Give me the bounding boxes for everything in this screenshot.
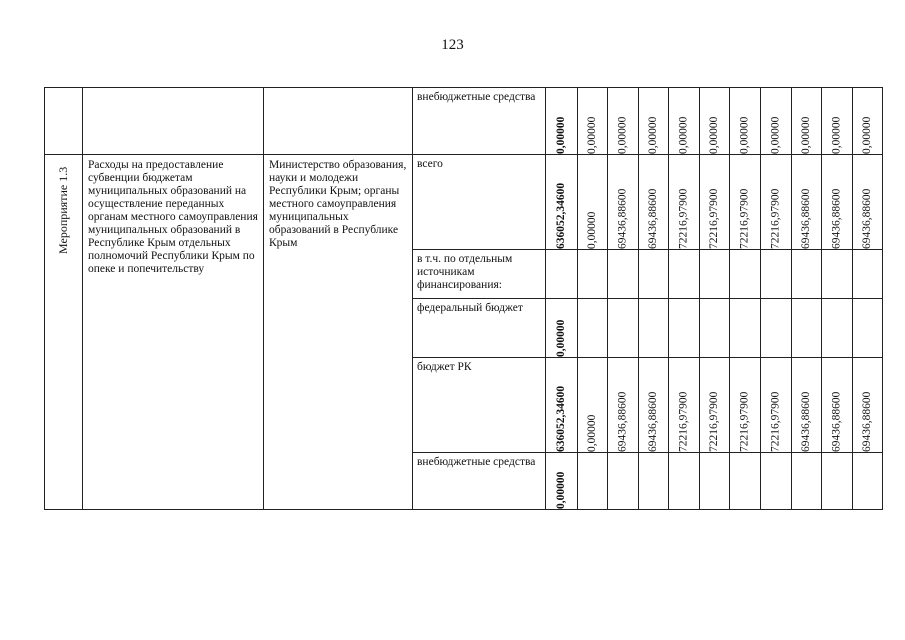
executor-text: Министерство образования, науки и молодежи Республики Крым; органы местного самоуправления муниципальных образований в Республике Крым [269,159,407,249]
year-value-cell [608,250,639,299]
year-value-cell [700,453,730,510]
year-value-cell [608,88,639,155]
year-value-cell [761,155,792,250]
year-value [792,250,821,298]
year-value-cell [669,299,700,358]
measure-cell-top [45,88,83,155]
year-value-cell [853,358,883,453]
year-value [700,299,729,357]
year-value-cell [700,358,730,453]
year-value: 69436,88600 [861,391,873,452]
source-label: в т.ч. по отдельным источникам финансирования: [417,253,513,291]
year-value [730,453,760,509]
year-value-cell [578,155,608,250]
total-value-cell [546,250,578,299]
year-value [761,299,791,357]
year-value [792,453,821,509]
year-value-cell [608,453,639,510]
year-value [578,453,607,509]
total-value-cell [546,155,578,250]
year-value-cell [700,299,730,358]
year-value-cell [639,250,669,299]
source-label: внебюджетные средства [417,456,536,468]
year-value-cell [853,88,883,155]
source-cell [413,299,546,358]
year-value-cell [578,88,608,155]
year-value: 69436,88600 [830,188,843,249]
source-label: федеральный бюджет [417,302,523,314]
year-value [639,299,668,357]
year-value-cell [700,155,730,250]
year-value-cell [822,358,853,453]
year-value-cell [822,155,853,250]
budget-table [44,87,883,510]
year-value-cell [853,155,883,250]
year-value: 72216,97900 [738,188,751,249]
source-cell [413,250,546,299]
year-value [639,453,668,509]
year-value: 0,00000 [708,116,720,154]
year-value-cell [792,88,822,155]
total-value: 0,00000 [555,319,567,357]
year-value: 69436,88600 [800,188,812,249]
source-cell [413,155,546,250]
year-value-cell [669,250,700,299]
year-value-cell [730,299,761,358]
year-value-cell [761,88,792,155]
year-value [761,453,791,509]
year-value-cell [578,250,608,299]
year-value-cell [639,155,669,250]
year-value-cell [578,453,608,510]
year-value-cell [669,88,700,155]
year-value-cell [822,453,853,510]
year-value: 69436,88600 [616,391,629,452]
total-value: 0,00000 [555,471,567,509]
year-value: 0,00000 [586,211,598,249]
source-label: внебюджетные средства [417,91,536,103]
description-cell-top [83,88,264,155]
year-value: 0,00000 [830,116,843,154]
year-value [700,250,729,298]
year-value-cell [761,250,792,299]
total-value-cell [546,453,578,510]
year-value-cell [639,88,669,155]
year-value [761,250,791,298]
year-value-cell [853,299,883,358]
total-value [546,250,577,298]
year-value-cell [639,453,669,510]
total-value-cell [546,358,578,453]
year-value [792,299,821,357]
source-label: бюджет РК [417,361,472,373]
year-value-cell [761,299,792,358]
year-value-cell [822,250,853,299]
year-value-cell [853,250,883,299]
year-value-cell [669,453,700,510]
year-value: 72216,97900 [708,391,720,452]
year-value-cell [669,358,700,453]
year-value [822,250,852,298]
year-value: 0,00000 [861,116,873,154]
page-number: 123 [441,37,464,53]
year-value [700,453,729,509]
year-value-cell [730,358,761,453]
year-value: 72216,97900 [708,188,720,249]
year-value-cell [730,88,761,155]
year-value-cell [669,155,700,250]
year-value: 69436,88600 [800,391,812,452]
year-value [578,250,607,298]
year-value: 0,00000 [769,116,782,154]
total-value: 0,00000 [555,116,567,154]
year-value-cell [730,453,761,510]
year-value-cell [730,155,761,250]
year-value-cell [608,299,639,358]
executor-cell-top [264,88,413,155]
year-value-cell [578,358,608,453]
source-label: всего [417,158,443,170]
year-value: 0,00000 [800,116,812,154]
year-value [730,250,760,298]
measure-label: Мероприятие 1.3 [56,166,70,254]
measure-label-cell [45,155,83,510]
year-value-cell [822,299,853,358]
table-row [45,155,883,250]
total-value-cell [546,299,578,358]
total-value-cell [546,88,578,155]
year-value [822,453,852,509]
year-value: 0,00000 [677,116,690,154]
source-cell [413,88,546,155]
description-cell [83,155,264,510]
source-cell [413,358,546,453]
year-value: 0,00000 [586,414,598,452]
source-cell [413,453,546,510]
year-value: 69436,88600 [647,188,659,249]
year-value: 72216,97900 [677,188,690,249]
year-value-cell [578,299,608,358]
year-value: 72216,97900 [677,391,690,452]
year-value [730,299,760,357]
executor-cell [264,155,413,510]
year-value: 0,00000 [586,116,598,154]
year-value: 0,00000 [647,116,659,154]
year-value [608,250,638,298]
year-value-cell [608,155,639,250]
year-value: 72216,97900 [769,188,782,249]
year-value [669,453,699,509]
year-value [669,250,699,298]
year-value-cell [700,250,730,299]
year-value [578,299,607,357]
description-text: Расходы на предоставление субвенции бюджетам муниципальных образований на осуществление переданных органам местного самоуправления муниципальных образований в Республике Крым отдельных полномочий Республики Крым по опеке и попечительству [88,159,258,275]
year-value-cell [853,453,883,510]
year-value: 69436,88600 [861,188,873,249]
year-value-cell [792,250,822,299]
total-value: 636052,34600 [555,385,567,452]
year-value: 69436,88600 [830,391,843,452]
year-value: 69436,88600 [616,188,629,249]
year-value-cell [761,358,792,453]
year-value-cell [792,155,822,250]
year-value-cell [639,358,669,453]
year-value-cell [730,250,761,299]
year-value-cell [822,88,853,155]
year-value [822,299,852,357]
year-value [669,299,699,357]
year-value-cell [792,299,822,358]
year-value [608,453,638,509]
year-value: 0,00000 [616,116,629,154]
year-value-cell [700,88,730,155]
year-value-cell [792,453,822,510]
year-value: 69436,88600 [647,391,659,452]
year-value-cell [608,358,639,453]
year-value-cell [639,299,669,358]
year-value [853,250,882,298]
year-value [608,299,638,357]
year-value: 0,00000 [738,116,751,154]
year-value [853,453,882,509]
year-value: 72216,97900 [738,391,751,452]
year-value [639,250,668,298]
year-value-cell [761,453,792,510]
total-value: 636052,34600 [555,182,567,249]
year-value [853,299,882,357]
year-value: 72216,97900 [769,391,782,452]
year-value-cell [792,358,822,453]
table-row [45,88,883,155]
